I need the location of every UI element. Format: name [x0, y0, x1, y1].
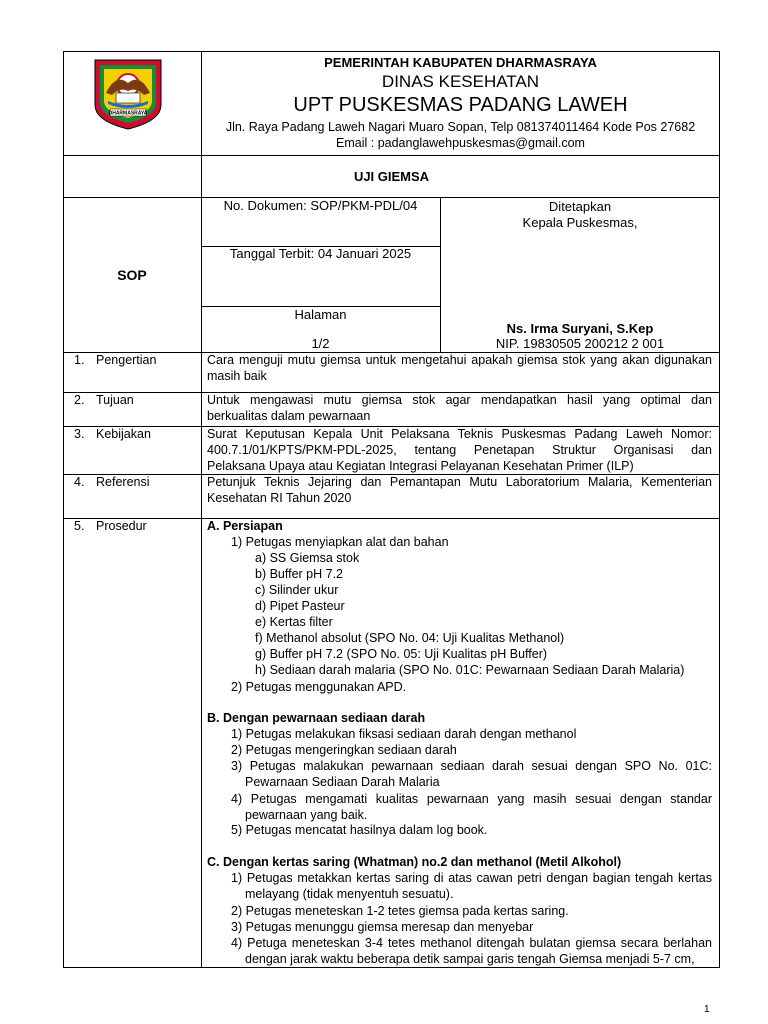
approval-title: Ditetapkan [548, 199, 612, 214]
procedure-step: 2) Petugas menggunakan APD. [231, 680, 407, 694]
procedure-step: 3) Petugas menunggu giemsa meresap dan menyebar [231, 920, 534, 934]
document-title: UJI GIEMSA [353, 169, 430, 184]
approver-name: Ns. Irma Suryani, S.Kep [506, 321, 654, 336]
page-value: 1/2 [311, 336, 330, 351]
page-number: 1 [704, 1004, 710, 1015]
procedure-step: 1) Petugas melakukan fiksasi sediaan darah dengan methanol [231, 727, 577, 741]
material-item: e) Kertas filter [255, 615, 333, 629]
material-item: h) Sediaan darah malaria (SPO No. 01C: Pewarnaan Sediaan Darah Malaria) [255, 663, 685, 677]
material-item: a) SS Giemsa stok [255, 551, 360, 565]
material-item: c) Silinder ukur [255, 583, 339, 597]
row-number: 2. [74, 393, 85, 407]
agency-name: DINAS KESEHATAN [381, 72, 540, 91]
email: Email : padanglawehpuskesmas@gmail.com [336, 136, 585, 150]
row-label: Kebijakan [96, 427, 151, 441]
dharmasraya-logo [92, 57, 164, 131]
rule [63, 155, 720, 156]
row-number: 3. [74, 427, 85, 441]
section-c-heading: C. Dengan kertas saring (Whatman) no.2 dan methanol (Metil Alkohol) [207, 855, 622, 869]
procedure-step: 2) Petugas mengeringkan sediaan darah [231, 743, 457, 757]
logo-text: DHARMASRAYA [108, 110, 148, 117]
row-number: 1. [74, 353, 85, 367]
procedure-step-cont: melayang (tidak menyentuh sesuatu). [245, 887, 454, 901]
row-label: Referensi [96, 475, 150, 489]
rule [63, 518, 720, 519]
row-text: Kesehatan RI Tahun 2020 [207, 491, 352, 505]
row-number: 4. [74, 475, 85, 489]
issue-date: Tanggal Terbit: 04 Januari 2025 [229, 246, 412, 261]
sop-label: SOP [117, 267, 147, 283]
address: Jln. Raya Padang Laweh Nagari Muaro Sopan, Telp 081374011464 Kode Pos 27682 [225, 120, 696, 134]
government-name: PEMERINTAH KABUPATEN DHARMASRAYA [324, 55, 597, 70]
row-text: berkualitas dalam pewarnaan [207, 409, 371, 423]
row-text: masih baik [207, 369, 267, 383]
rule [201, 197, 202, 352]
institution-name: UPT PUSKESMAS PADANG LAWEH [293, 94, 628, 116]
material-item: g) Buffer pH 7.2 (SPO No. 05: Uji Kualitas pH Buffer) [255, 647, 548, 661]
row-text: Untuk mengawasi mutu giemsa stok agar mendapatkan hasil yang optimal dan [207, 393, 712, 407]
page-label: Halaman [294, 307, 347, 322]
procedure-step: 2) Petugas meneteskan 1-2 tetes giemsa pada kertas saring. [231, 904, 569, 918]
approver-nip: NIP. 19830505 200212 2 001 [495, 336, 665, 351]
material-item: b) Buffer pH 7.2 [255, 567, 344, 581]
procedure-step: 3) Petugas malakukan pewarnaan sediaan darah sesuai dengan SPO No. 01C: [231, 759, 712, 773]
row-text: Petunjuk Teknis Jejaring dan Pemantapan Mutu Laboratorium Malaria, Kementerian [207, 475, 712, 489]
document-number: No. Dokumen: SOP/PKM-PDL/04 [223, 198, 418, 213]
procedure-step-cont: Pewarnaan Sediaan Darah Malaria [245, 775, 440, 789]
row-text: Cara menguji mutu giemsa untuk mengetahui apakah giemsa stok yang akan digunakan [207, 353, 712, 367]
approval-position: Kepala Puskesmas, [522, 215, 638, 230]
procedure-step: 5) Petugas mencatat hasilnya dalam log book. [231, 823, 488, 837]
procedure-step: 1) Petugas metakkan kertas saring di atas cawan petri dengan bagian tengah kertas [231, 871, 712, 885]
row-text: Pelaksana Upaya atau Kegiatan Integrasi Pelayanan Kesehatan Primer (ILP) [207, 459, 634, 473]
procedure-step-cont: pewarnaan yang baik. [245, 808, 368, 822]
material-item: d) Pipet Pasteur [255, 599, 345, 613]
procedure-step: 4) Petugas mengamati kualitas pewarnaan yang masih sesuai dengan standar [231, 792, 712, 806]
material-item: f) Methanol absolut (SPO No. 04: Uji Kualitas Methanol) [255, 631, 565, 645]
row-text: 400.7.1/01/KPTS/PKM-PDL-2025, tentang Penetapan Struktur Organisasi dan [207, 443, 712, 457]
procedure-step-cont: dengan jarak waktu beberapa detik sampai garis tengah Giemsa menjadi 5-7 cm, [245, 952, 695, 966]
row-label: Prosedur [96, 519, 147, 533]
procedure-step: 1) Petugas menyiapkan alat dan bahan [231, 535, 449, 549]
procedure-step: 4) Petuga meneteskan 3-4 tetes methanol ditengah bulatan giemsa secara berlahan [231, 936, 712, 950]
row-number: 5. [74, 519, 85, 533]
row-label: Pengertian [96, 353, 157, 367]
section-b-heading: B. Dengan pewarnaan sediaan darah [207, 711, 426, 725]
rule [201, 352, 202, 968]
row-text: Surat Keputusan Kepala Unit Pelaksana Teknis Puskesmas Padang Laweh Nomor: [207, 427, 712, 441]
section-a-heading: A. Persiapan [207, 519, 283, 533]
row-label: Tujuan [96, 393, 134, 407]
